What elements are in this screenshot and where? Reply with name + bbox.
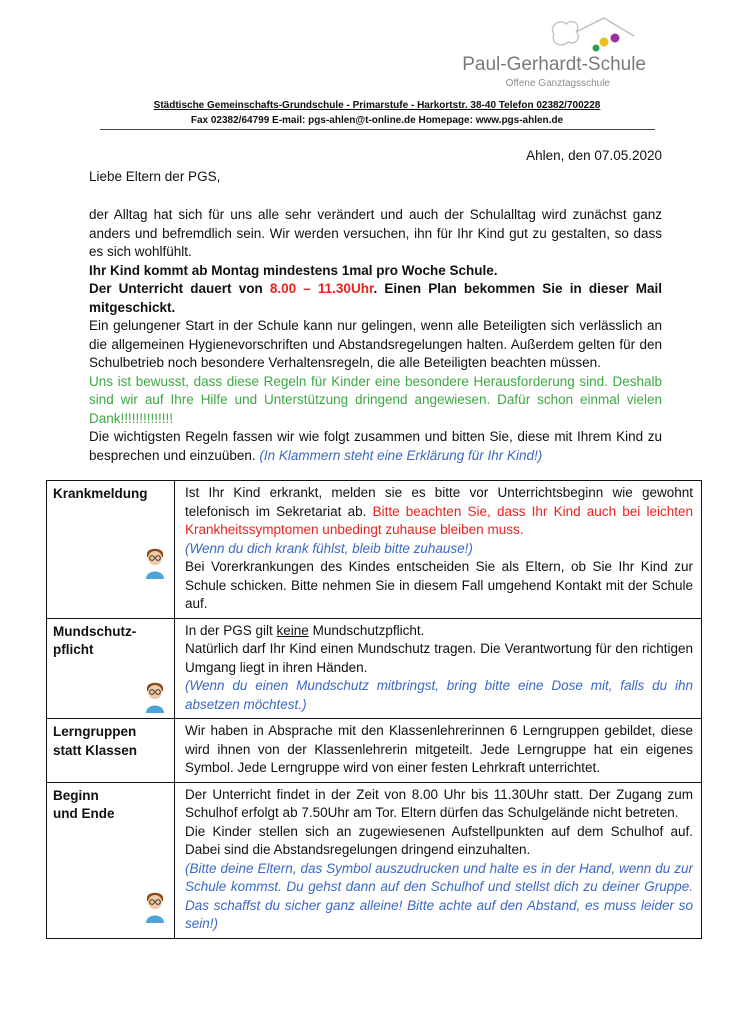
rule-paragraph: Natürlich darf Ihr Kind einen Mundschutz tragen. Die Verantwortung für den richtigen Umgang liegt in ihren Händen. xyxy=(185,641,693,675)
table-row xyxy=(47,782,702,938)
address-line-2: Fax 02382/64799 E-mail: pgs-ahlen@t-online.de Homepage: www.pgs-ahlen.de xyxy=(190,115,564,126)
table-row xyxy=(47,481,702,619)
address-line-1: Städtische Gemeinschafts-Grundschule - Primarstufe - Harkortstr. 38-40 Telefon 02382/700228 xyxy=(153,100,601,111)
rule-text xyxy=(175,481,702,619)
rule-paragraph: Der Unterricht findet in der Zeit von 8.00 Uhr bis 11.30Uhr statt. Der Zugang zum Schulhof erfolgt ab 7.50Uhr am Tor. Eltern dürfen das Schulgelände nicht betreten. xyxy=(185,786,693,820)
rule-text xyxy=(175,719,702,783)
rules-intro xyxy=(89,428,662,465)
hygiene-paragraph: Ein gelungener Start in der Schule kann nur gelingen, wenn alle Beteiligten sich verlässlich an die allgemeinen Hygienevorschriften und Abstandsregelungen halten. Außerdem gelten für den Schulbetrieb noch besondere Verhaltensregeln, die alle Beteiligten beachten müssen. xyxy=(89,318,662,370)
letter-date: Ahlen, den 07.05.2020 xyxy=(526,148,662,163)
table-row xyxy=(47,719,702,783)
rule-label-line: statt Klassen xyxy=(53,742,138,758)
logo-subtitle: Offene Ganztagsschule xyxy=(505,78,610,89)
rules-intro-text: Die wichtigsten Regeln fassen wir wie folgt zusammen und bitten Sie, diese mit Ihrem Kind zu besprechen und einzuüben. xyxy=(89,429,662,463)
child-hint: (Bitte deine Eltern, das Symbol auszudrucken und halte es in der Hand, wenn du zur Schule kommst. Du gehst dann auf den Schulhof und stellst dich zu deiner Gruppe. Das schaffst du sicher ganz alleine! Bitte achte auf den Abstand, es muss leider so sein!) xyxy=(185,860,693,931)
child-icon xyxy=(141,545,169,579)
rules-table xyxy=(46,480,702,939)
child-hint: (Wenn du einen Mundschutz mitbringst, bring bitte eine Dose mit, falls du ihn absetzen möchtest.) xyxy=(185,678,693,712)
rule-text xyxy=(175,782,702,938)
underlined-word: keine xyxy=(276,622,309,638)
rule-paragraph xyxy=(185,484,693,540)
rule-paragraph: Wir haben in Absprache mit den Klassenlehrerinnen 6 Lerngruppen gebildet, diese wird ihnen von der Klassenlehrerin mitgeteilt. Jede Lerngruppe hat ein eigenes Symbol. Jede Lerngruppe wird von einer festen Lehrkraft unterrichtet. xyxy=(185,723,693,775)
rule-warning: Bitte beachten Sie, dass Ihr Kind auch bei leichten Krankheitssymptomen unbedingt zuhause bleiben muss. xyxy=(185,503,693,537)
schedule-note xyxy=(89,280,662,317)
child-icon xyxy=(141,679,169,713)
attendance-note: Ihr Kind kommt ab Montag mindestens 1mal pro Woche Schule. xyxy=(89,262,498,278)
logo-school-name: Paul-Gerhardt-Schule xyxy=(462,54,646,75)
rule-paragraph xyxy=(185,622,693,641)
thanks-paragraph: Uns ist bewusst, dass diese Regeln für Kinder eine besondere Herausforderung sind. Deshalb sind wir auf Ihre Hilfe und Unterstützung dringend angewiesen. Dafür schon einmal vielen Dank!!!!!!!!!!!!!! xyxy=(89,373,662,426)
rule-paragraph: Bei Vorerkrankungen des Kindes entscheiden Sie als Eltern, ob Sie Ihr Kind zur Schule schicken. Bitte nehmen Sie in diesem Fall umgehend Kontakt mit der Schule auf. xyxy=(185,559,693,611)
schedule-note-start: Der Unterricht dauert von xyxy=(89,281,270,296)
child-icon xyxy=(141,889,169,923)
table-row xyxy=(47,618,702,719)
rule-text-a: Ist Ihr Kind erkrankt, melden sie es bitte vor Unterrichtsbeginn wie gewohnt telefonisch im Sekretariat ab. xyxy=(185,485,693,519)
rule-label-line: Lerngruppen xyxy=(53,724,137,739)
rule-label-line: und Ende xyxy=(53,806,115,821)
rules-intro-hint: (In Klammern steht eine Erklärung für Ihr Kind!) xyxy=(259,447,543,463)
school-logo xyxy=(446,16,646,89)
rule-text xyxy=(175,618,702,719)
rule-text-a-end: Mundschutzpflicht. xyxy=(308,622,425,638)
child-hint: (Wenn du dich krank fühlst, bleib bitte zuhause!) xyxy=(185,540,473,556)
letter-body xyxy=(89,206,662,465)
rule-label-line: pflicht xyxy=(53,642,94,657)
rule-label-line: Mundschutz- xyxy=(53,623,137,639)
rule-label-line: Beginn xyxy=(53,787,99,803)
school-house-icon xyxy=(546,16,636,56)
header-divider xyxy=(100,129,655,130)
address-block xyxy=(0,98,754,128)
schedule-time: 8.00 – 11.30Uhr xyxy=(269,281,374,296)
intro-paragraph: der Alltag hat sich für uns alle sehr verändert und auch der Schulalltag wird zunächst ganz anders und befremdlich sein. Wir werden versuchen, ihn für Ihr Kind gut zu gestalten, so dass es sich wohlfühlt. xyxy=(89,207,662,259)
schedule-note-end: . Einen Plan bekommen Sie in dieser Mail mitgeschickt. xyxy=(89,281,663,315)
salutation: Liebe Eltern der PGS, xyxy=(89,169,221,184)
rule-text-a: In der PGS gilt xyxy=(185,622,277,638)
rule-label xyxy=(47,719,175,783)
rule-paragraph: Die Kinder stellen sich an zugewiesenen Aufstellpunkten auf dem Schulhof auf. Dabei sind die Abstandsregelungen dringend einzuhalten. xyxy=(185,823,693,857)
rule-label: Krankmeldung xyxy=(47,481,175,619)
